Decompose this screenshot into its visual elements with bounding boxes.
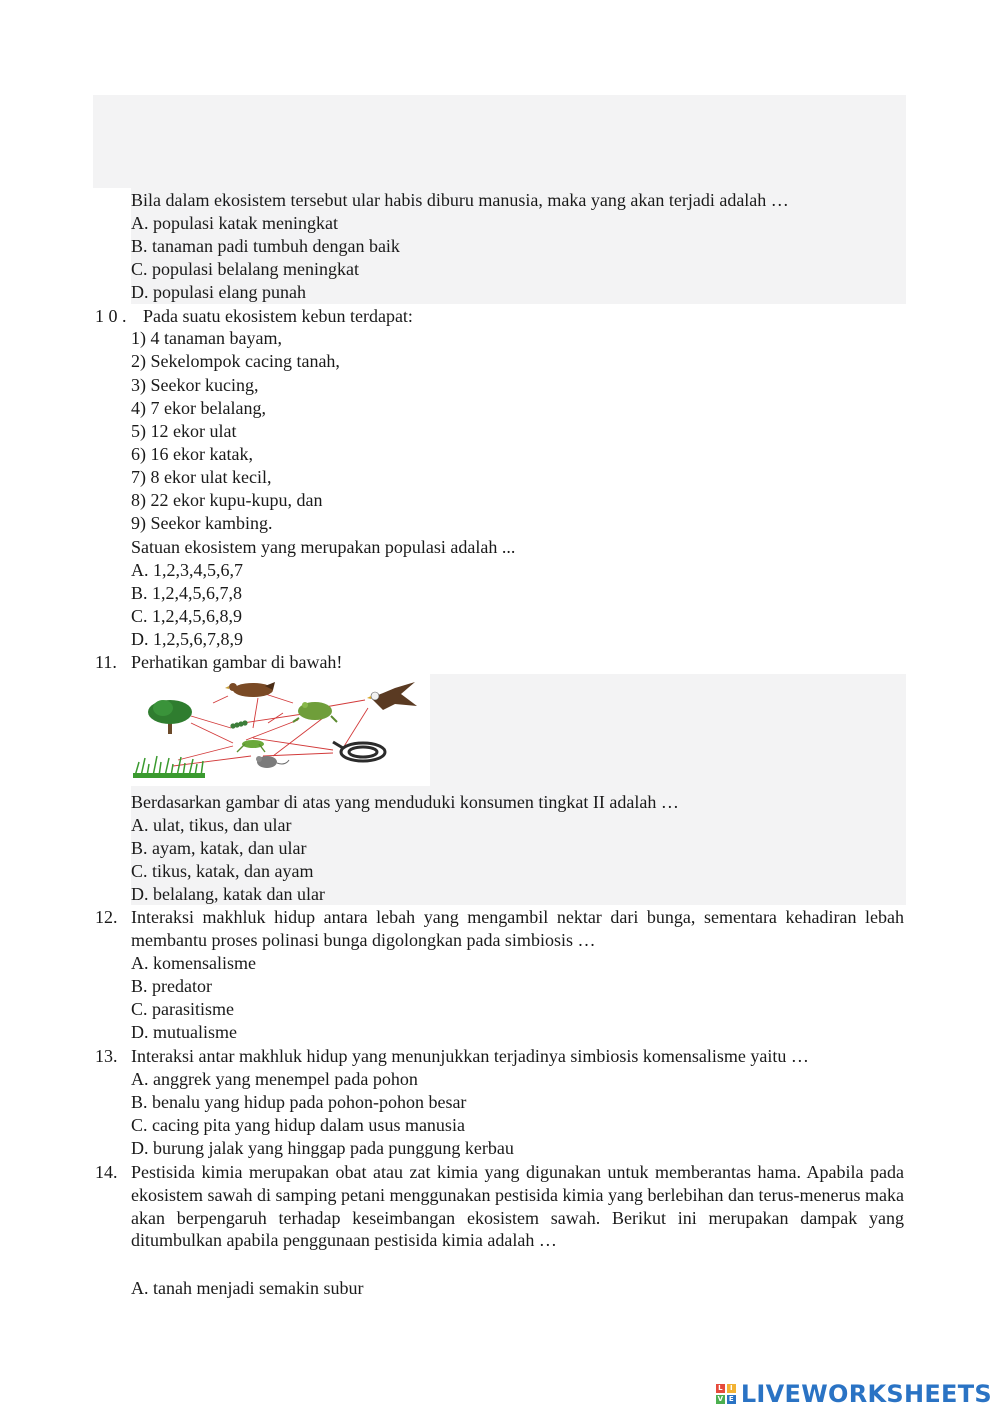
q11-number: 11.	[95, 652, 117, 672]
q12-option-b[interactable]: B. predator	[131, 976, 212, 996]
q10-item-1: 1) 4 tanaman bayam,	[131, 328, 282, 348]
grasshopper-icon	[237, 740, 265, 752]
logo-letter-v: V	[717, 1395, 724, 1403]
q13-option-c[interactable]: C. cacing pita yang hidup dalam usus manusia	[131, 1115, 465, 1135]
logo-text: LIVEWORKSHEETS	[740, 1380, 992, 1408]
q13-option-a[interactable]: A. anggrek yang menempel pada pohon	[131, 1069, 418, 1089]
eagle-icon	[367, 682, 417, 710]
q9-option-c[interactable]: C. populasi belalang meningkat	[131, 259, 359, 279]
q10-option-b[interactable]: B. 1,2,4,5,6,7,8	[131, 583, 243, 603]
q12-option-a[interactable]: A. komensalisme	[131, 953, 256, 973]
q11-option-a[interactable]: A. ulat, tikus, dan ular	[131, 815, 292, 835]
chicken-icon	[225, 682, 275, 697]
q10-item-8: 8) 22 ekor kupu-kupu, dan	[131, 490, 323, 510]
q11-option-c[interactable]: C. tikus, katak, dan ayam	[131, 861, 314, 881]
q10-option-c[interactable]: C. 1,2,4,5,6,8,9	[131, 606, 243, 626]
q10-item-7: 7) 8 ekor ulat kecil,	[131, 467, 272, 487]
q13-option-b[interactable]: B. benalu yang hidup pada pohon-pohon besar	[131, 1092, 467, 1112]
q13-number: 13.	[95, 1046, 118, 1066]
q14-stem: Pestisida kimia merupakan obat atau zat kimia yang digunakan untuk memberantas hama. Apabila pada ekosistem sawah di samping petani menggunakan pestisida kimia yang berlebihan dan terus-menerus maka akan berpengaruh terhadap keseimbangan ekosistem sawah. Berikut ini merupakan dampak yang ditumbulkan apabila penggunaan pestisida kimia adalah …	[131, 1162, 904, 1251]
q11-option-b[interactable]: B. ayam, katak, dan ular	[131, 838, 307, 858]
q13-option-d[interactable]: D. burung jalak yang hinggap pada punggung kerbau	[131, 1138, 514, 1158]
q10-item-4: 4) 7 ekor belalang,	[131, 398, 266, 418]
tree-icon	[148, 700, 192, 734]
food-web-figure	[133, 678, 423, 783]
q14-number: 14.	[95, 1162, 118, 1182]
q12-option-c[interactable]: C. parasitisme	[131, 999, 234, 1019]
q10-item-5: 5) 12 ekor ulat	[131, 421, 237, 441]
q11-option-d[interactable]: D. belalang, katak dan ular	[131, 884, 325, 904]
food-web-arrows	[173, 690, 368, 766]
q14-option-a[interactable]: A. tanah menjadi semakin subur	[131, 1278, 364, 1298]
q10-item-9: 9) Seekor kambing.	[131, 513, 273, 533]
q12-option-d[interactable]: D. mutualisme	[131, 1022, 237, 1042]
q11-question: Berdasarkan gambar di atas yang menduduki konsumen tingkat II adalah …	[131, 792, 679, 812]
caterpillar-icon	[230, 720, 247, 728]
q10-stem: Pada suatu ekosistem kebun terdapat:	[143, 306, 413, 326]
q10-item-6: 6) 16 ekor katak,	[131, 444, 253, 464]
q9-option-b[interactable]: B. tanaman padi tumbuh dengan baik	[131, 236, 400, 256]
q9-stem: Bila dalam ekosistem tersebut ular habis diburu manusia, maka yang akan terjadi adalah …	[131, 190, 789, 210]
top-shaded-box	[93, 95, 906, 188]
logo-letter-l: L	[716, 1384, 725, 1393]
q12-number: 12.	[95, 907, 118, 927]
logo-badge-icon	[716, 1384, 736, 1404]
q9-option-a[interactable]: A. populasi katak meningkat	[131, 213, 338, 233]
snake-icon	[333, 742, 385, 761]
q10-option-a[interactable]: A. 1,2,3,4,5,6,7	[131, 560, 243, 580]
q12-stem: Interaksi makhluk hidup antara lebah yang mengambil nektar dari bunga, sementara kehadiran lebah membantu proses polinasi bunga digolongkan pada simbiosis …	[131, 907, 904, 950]
q9-option-d[interactable]: D. populasi elang punah	[131, 282, 306, 302]
q10-number: 1 0 .	[95, 306, 127, 326]
q10-item-3: 3) Seekor kucing,	[131, 375, 259, 395]
liveworksheets-logo[interactable]	[716, 1380, 992, 1408]
q10-item-2: 2) Sekelompok cacing tanah,	[131, 351, 340, 371]
logo-letter-i: I	[727, 1384, 736, 1393]
logo-letter-e: E	[727, 1395, 736, 1404]
grass-icon	[133, 756, 205, 778]
q11-stem: Perhatikan gambar di bawah!	[131, 652, 343, 672]
q13-stem: Interaksi antar makhluk hidup yang menunjukkan terjadinya simbiosis komensalisme yaitu …	[131, 1046, 809, 1066]
mouse-icon	[256, 756, 289, 768]
q11-figure-shaded-box	[430, 674, 906, 786]
q10-question: Satuan ekosistem yang merupakan populasi adalah ...	[131, 537, 516, 557]
q10-option-d[interactable]: D. 1,2,5,6,7,8,9	[131, 629, 243, 649]
frog-icon	[293, 702, 337, 722]
